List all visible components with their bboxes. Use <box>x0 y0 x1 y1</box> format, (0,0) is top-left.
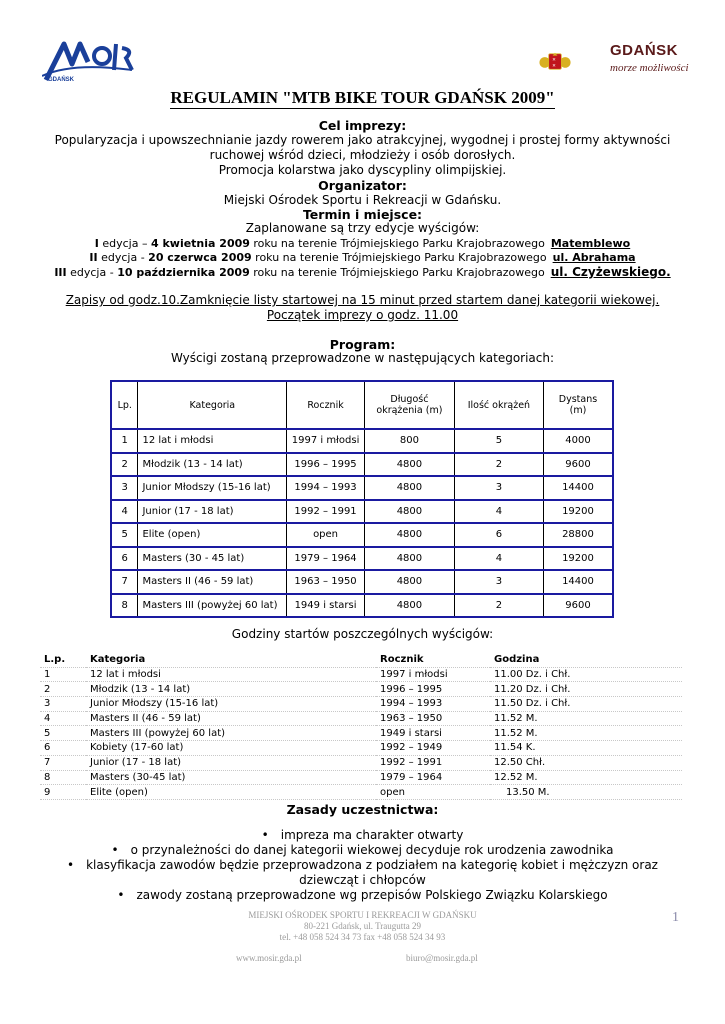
cell: 1997 i młodsi <box>287 429 365 453</box>
table-row <box>111 594 613 618</box>
edition-1-text: roku na terenie Trójmiejskiego Parku Krajobrazowego <box>249 237 545 250</box>
cell: 4800 <box>364 570 454 594</box>
table-row <box>111 523 613 547</box>
schedule-heading: Termin i miejsce: <box>302 207 423 222</box>
cell: 14400 <box>543 476 613 500</box>
edition-1-date: 4 kwietnia 2009 <box>150 237 250 250</box>
cell: 5 <box>40 726 86 741</box>
rule-text: klasyfikacja zawodów będzie przeprowadzona z podziałem na kategorię kobiet i mężczyzn oraz <box>86 858 658 872</box>
cell: 1994 – 1993 <box>376 697 490 712</box>
cell: Masters II (46 - 59 lat) <box>138 570 287 594</box>
cell: 4800 <box>364 594 454 618</box>
cell: 9 <box>40 785 86 800</box>
cell: 4800 <box>364 500 454 524</box>
bullet-icon: • <box>117 888 125 902</box>
edition-2 <box>0 251 725 264</box>
cell: Junior (17 - 18 lat) <box>86 755 376 770</box>
cell: Masters II (46 - 59 lat) <box>86 711 376 726</box>
table-row <box>111 547 613 571</box>
table-row <box>111 570 613 594</box>
cell: 12.52 M. <box>490 770 682 785</box>
table-row <box>40 785 682 800</box>
table-row <box>40 770 682 785</box>
footer-email-link[interactable]: biuro@mosir.gda.pl <box>406 953 478 963</box>
cell: 2 <box>454 594 543 618</box>
cell: 4 <box>111 500 138 524</box>
edition-3-place: ul. Czyżewskiego. <box>550 265 671 279</box>
cell: 1 <box>40 667 86 682</box>
cell: Kobiety (17-60 lat) <box>86 741 376 756</box>
edition-1-place: Matemblewo <box>550 237 631 250</box>
cell: 4 <box>40 711 86 726</box>
cell: 11.00 Dz. i Chł. <box>490 667 682 682</box>
organizer-heading: Organizator: <box>318 178 407 193</box>
table-row <box>40 697 682 712</box>
cell: 4800 <box>364 523 454 547</box>
cell: 11.52 M. <box>490 726 682 741</box>
list-item <box>0 888 725 903</box>
document-title: REGULAMIN "MTB BIKE TOUR GDAŃSK 2009" <box>170 88 555 107</box>
table-row <box>111 476 613 500</box>
cell: open <box>287 523 365 547</box>
cell: 3 <box>454 476 543 500</box>
list-item <box>0 858 725 873</box>
cell: 4 <box>454 547 543 571</box>
cell: 14400 <box>543 570 613 594</box>
cell: 1994 – 1993 <box>287 476 365 500</box>
starts-heading: Godziny startów poszczególnych wyścigów: <box>231 627 494 641</box>
table-row <box>111 429 613 453</box>
cell: 1 <box>111 429 138 453</box>
rule-text: impreza ma charakter otwarty <box>280 828 464 842</box>
cell: 12 lat i młodsi <box>138 429 287 453</box>
goal-line-3: Promocja kolarstwa jako dyscypliny olimpijskiej. <box>218 163 507 177</box>
bullet-icon: • <box>67 858 75 872</box>
cell: 1992 – 1991 <box>287 500 365 524</box>
cell: 8 <box>40 770 86 785</box>
cell: 11.50 Dz. i Chł. <box>490 697 682 712</box>
table-row <box>40 667 682 682</box>
program-heading: Program: <box>329 337 396 352</box>
cell: 1949 i starsi <box>376 726 490 741</box>
cell: 3 <box>111 476 138 500</box>
edition-2-text: roku na terenie Trójmiejskiego Parku Krajobrazowego <box>251 251 547 264</box>
cell: 12 lat i młodsi <box>86 667 376 682</box>
gdansk-coat-of-arms-icon <box>538 40 608 82</box>
table-row <box>40 726 682 741</box>
svg-text:✕: ✕ <box>552 57 556 62</box>
svg-text:✕: ✕ <box>552 62 556 68</box>
cell: Masters III (powyżej 60 lat) <box>86 726 376 741</box>
cell: 6 <box>40 741 86 756</box>
cell: 12.50 Chł. <box>490 755 682 770</box>
goal-heading: Cel imprezy: <box>318 118 407 133</box>
cell: 7 <box>111 570 138 594</box>
table-row <box>40 741 682 756</box>
cell: Masters III (powyżej 60 lat) <box>138 594 287 618</box>
cell: 1997 i młodsi <box>376 667 490 682</box>
cell: 4 <box>454 500 543 524</box>
goal-line-2: ruchowej wśród dzieci, młodzieży i osób dorosłych. <box>209 148 516 162</box>
edition-3-date: 10 października 2009 <box>117 266 250 279</box>
cell: 2 <box>40 682 86 697</box>
cell: 19200 <box>543 547 613 571</box>
rule-text: zawody zostaną przeprowadzone wg przepisów Polskiego Związku Kolarskiego <box>136 888 608 902</box>
edition-2-place: ul. Abrahama <box>552 251 636 264</box>
table-row <box>40 755 682 770</box>
cell: Elite (open) <box>86 785 376 800</box>
organizer-text: Miejski Ośrodek Sportu i Rekreacji w Gdańsku. <box>223 193 502 207</box>
title-underline <box>170 108 555 109</box>
cell: Elite (open) <box>138 523 287 547</box>
rule-text: dziewcząt i chłopców <box>299 873 426 887</box>
cell: Młodzik (13 - 14 lat) <box>86 682 376 697</box>
header-distance: Dystans (m) <box>543 381 613 429</box>
cell: 5 <box>111 523 138 547</box>
header-lp: L.p. <box>40 653 86 667</box>
cell: 9600 <box>543 594 613 618</box>
header-year: Rocznik <box>287 381 365 429</box>
cell: 3 <box>40 697 86 712</box>
schedule-intro: Zaplanowane są trzy edycje wyścigów: <box>245 221 480 235</box>
list-item <box>0 843 725 858</box>
cell: 1979 – 1964 <box>287 547 365 571</box>
gdansk-logo-slogan: morze możliwości <box>610 62 689 74</box>
footer-address: 80-221 Gdańsk, ul. Traugutta 29 <box>304 921 421 931</box>
table-row <box>111 500 613 524</box>
start-times-table-header <box>40 653 682 667</box>
edition-3-sep: edycja - <box>66 266 118 279</box>
cell: 1963 – 1950 <box>376 711 490 726</box>
cell: 4800 <box>364 547 454 571</box>
cell: Junior Młodszy (15-16 lat) <box>138 476 287 500</box>
cell: 4800 <box>364 453 454 477</box>
cell: 1996 – 1995 <box>376 682 490 697</box>
edition-1 <box>0 237 725 250</box>
table-row <box>111 453 613 477</box>
cell: 28800 <box>543 523 613 547</box>
footer-phone: tel. +48 058 524 34 73 fax +48 058 524 34 93 <box>279 932 446 942</box>
cell: 11.20 Dz. i Chł. <box>490 682 682 697</box>
rule-text: o przynależności do danej kategorii wiekowej decyduje rok urodzenia zawodnika <box>130 843 614 857</box>
list-item-continuation <box>0 873 725 888</box>
edition-2-sep: edycja - <box>97 251 149 264</box>
cell: 2 <box>111 453 138 477</box>
cell: open <box>376 785 490 800</box>
program-intro: Wyścigi zostaną przeprowadzone w następujących kategoriach: <box>170 351 555 365</box>
rules-list <box>0 828 725 903</box>
edition-3 <box>0 265 725 279</box>
gdansk-logo-title: GDAŃSK <box>610 42 679 59</box>
footer-org: MIEJSKI OŚRODEK SPORTU I REKREACJI W GDAŃSKU <box>248 910 477 920</box>
cell: Młodzik (13 - 14 lat) <box>138 453 287 477</box>
edition-1-sep: edycja – <box>98 237 151 250</box>
cell: 7 <box>40 755 86 770</box>
header-laps: Ilość okrążeń <box>454 381 543 429</box>
mosir-logo-sub: GDAŃSK <box>48 77 75 82</box>
cell: 13.50 M. <box>490 785 682 800</box>
cell: 1949 i starsi <box>287 594 365 618</box>
header-category: Kategoria <box>138 381 287 429</box>
cell: 1996 – 1995 <box>287 453 365 477</box>
cell: 11.54 K. <box>490 741 682 756</box>
page-number: 1 <box>672 910 679 925</box>
cell: 19200 <box>543 500 613 524</box>
cell: 11.52 M. <box>490 711 682 726</box>
header-hour: Godzina <box>490 653 682 667</box>
cell: Masters (30-45 lat) <box>86 770 376 785</box>
cell: 9600 <box>543 453 613 477</box>
cell: 1992 – 1949 <box>376 741 490 756</box>
categories-table <box>110 380 614 618</box>
mosir-logo <box>42 40 134 82</box>
edition-2-number: II <box>89 251 98 264</box>
table-row <box>40 711 682 726</box>
start-time-info: Początek imprezy o godz. 11.00 <box>266 308 459 322</box>
bullet-icon: • <box>111 843 119 857</box>
cell: 1992 – 1991 <box>376 755 490 770</box>
header-category: Kategoria <box>86 653 376 667</box>
cell: Masters (30 - 45 lat) <box>138 547 287 571</box>
cell: Junior Młodszy (15-16 lat) <box>86 697 376 712</box>
cell: 8 <box>111 594 138 618</box>
cell: 2 <box>454 453 543 477</box>
cell: 800 <box>364 429 454 453</box>
cell: 3 <box>454 570 543 594</box>
categories-table-header <box>111 381 613 429</box>
start-times-table <box>40 653 682 800</box>
edition-2-date: 20 czerwca 2009 <box>148 251 252 264</box>
rules-heading: Zasady uczestnictwa: <box>286 802 439 817</box>
header-lp: Lp. <box>111 381 138 429</box>
list-item <box>0 828 725 843</box>
cell: 5 <box>454 429 543 453</box>
cell: Junior (17 - 18 lat) <box>138 500 287 524</box>
bullet-icon: • <box>261 828 269 842</box>
cell: 1979 – 1964 <box>376 770 490 785</box>
cell: 4800 <box>364 476 454 500</box>
edition-3-number: III <box>54 266 67 279</box>
edition-3-text: roku na terenie Trójmiejskiego Parku Krajobrazowego <box>249 266 545 279</box>
goal-line-1: Popularyzacja i upowszechnianie jazdy rowerem jako atrakcyjnej, wygodnej i prostej formy aktywności <box>54 133 671 147</box>
edition-1-number: I <box>94 237 99 250</box>
cell: 6 <box>111 547 138 571</box>
header-lap-length: Długość okrążenia (m) <box>364 381 454 429</box>
cell: 1963 – 1950 <box>287 570 365 594</box>
cell: 6 <box>454 523 543 547</box>
header-year: Rocznik <box>376 653 490 667</box>
table-row <box>40 682 682 697</box>
footer-website-link[interactable]: www.mosir.gda.pl <box>236 953 302 963</box>
registration-info: Zapisy od godz.10.Zamknięcie listy startowej na 15 minut przed startem danej kategorii wiekowej. <box>65 293 660 307</box>
cell: 4000 <box>543 429 613 453</box>
